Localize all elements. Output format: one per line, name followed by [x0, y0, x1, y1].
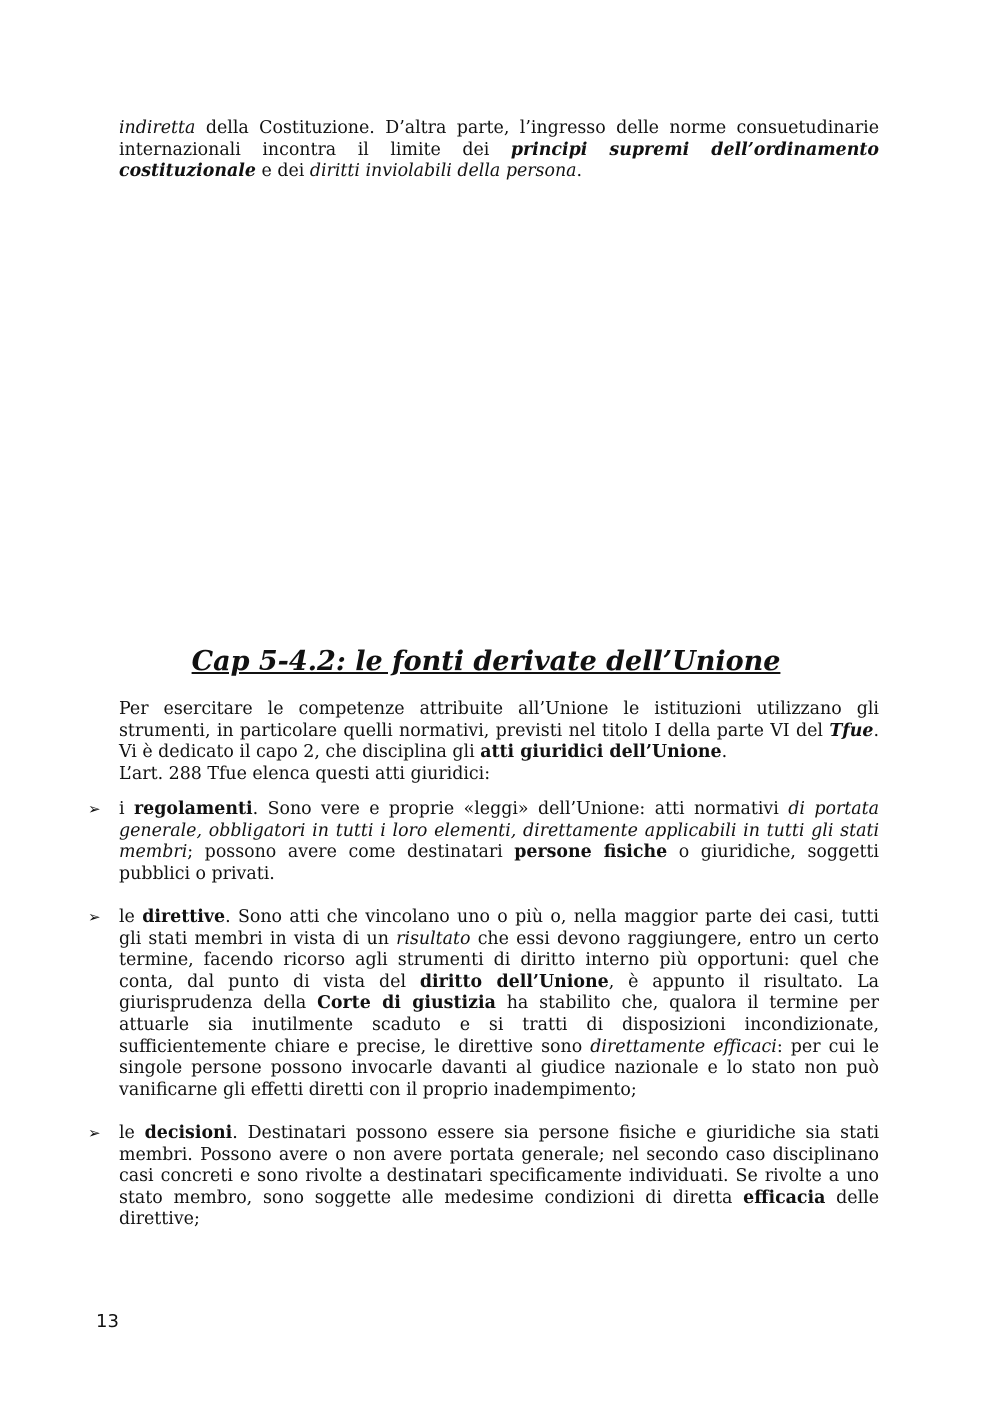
body-text: : per cui le singole persone possono invocarle davanti al giudice nazionale e lo stato non può vanificarne gli effetti diretti con il proprio inadempimento;	[119, 1036, 879, 1100]
arrow-bullet-icon: ➢	[88, 908, 101, 926]
body-text: che essi devono raggiungere, entro un certo termine, facendo ricorso agli strumenti di diritto interno più opportuni: quel che conta, dal punto di vista del	[119, 928, 879, 992]
emphasis-text: diritti inviolabili della persona	[309, 161, 577, 182]
body-text: e dei	[255, 161, 310, 182]
strong-emphasis-text: Tfue	[829, 720, 874, 741]
body-text: i	[119, 799, 134, 819]
body-text: , è appunto il risultato. La giurisprudenza della	[119, 971, 879, 1014]
emphasis-text: direttamente efficaci	[590, 1036, 777, 1057]
page-number: 13	[96, 1311, 119, 1332]
body-text: delle direttive;	[119, 1187, 879, 1230]
bold-text: efficacia	[743, 1187, 826, 1208]
body-text: . Destinatari possono essere sia persone fisiche e giuridiche sia stati membri. Possono avere o non avere portata generale; nel secondo caso disciplinano casi concreti e sono rivolte a destinatari specificamente individuati. Se rivolte a uno stato membro, sono soggette alle medesime condizioni di diretta	[119, 1123, 880, 1208]
section-heading: Cap 5-4.2: le fonti derivate dell’Unione	[191, 646, 781, 677]
body-text: Per esercitare le competenze attribuite all’Unione le istituzioni utilizzano gli strumenti, in particolare quelli normativi, previsti nel titolo I della parte VI del	[119, 699, 879, 741]
body-text: .	[721, 742, 728, 763]
bold-text: direttive	[142, 907, 226, 927]
body-text: ha stabilito che, qualora il termine per attuarle sia inutilmente scaduto e si tratti di disposizioni incondizionate, sufficientemente chiare e precise, le direttive sono	[119, 993, 879, 1057]
list-item-text	[119, 907, 879, 1101]
strong-emphasis-text: principi supremi dell’ordinamento costituzionale	[119, 139, 879, 182]
bold-text: persone fisiche	[514, 842, 668, 863]
emphasis-text: risultato	[396, 928, 471, 949]
list-item-text	[119, 799, 879, 885]
body-text: o giuridiche, soggetti pubblici o privati.	[119, 842, 879, 884]
emphasis-text: indiretta	[119, 118, 196, 138]
bold-text: diritto dell’Unione	[419, 971, 609, 992]
emphasis-text: di portata generale, obbligatori in tutti i loro elementi, direttamente applicabili in tutti gli stati membri	[119, 799, 880, 863]
bold-text: decisioni	[144, 1123, 233, 1143]
bold-text: regolamenti	[134, 799, 253, 819]
body-text: . Vi è dedicato il capo 2, che disciplina gli	[119, 720, 879, 763]
body-text: . Sono vere e proprie «leggi» dell’Unione: atti normativi	[252, 799, 789, 819]
body-text: L’art. 288 Tfue elenca questi atti giuridici:	[119, 763, 491, 784]
body-text: .	[576, 161, 583, 182]
body-text: della Costituzione. D’altra parte, l’ingresso delle norme consuetudinarie internazionali incontra il limite dei	[119, 118, 879, 160]
bold-text: atti giuridici dell’Unione	[480, 742, 722, 763]
body-text: le	[119, 907, 143, 927]
body-text: le	[119, 1123, 145, 1143]
intro-paragraph	[119, 118, 879, 183]
body-text: ; possono avere come destinatari	[187, 842, 515, 863]
arrow-bullet-icon: ➢	[88, 800, 101, 818]
body-text: . Sono atti che vincolano uno o più o, nella maggior parte dei casi, tutti gli stati membri in vista di un	[119, 907, 879, 949]
arrow-bullet-icon: ➢	[88, 1124, 101, 1142]
list-item-text	[119, 1123, 879, 1231]
bold-text: Corte di giustizia	[317, 993, 496, 1014]
lead-paragraph	[119, 699, 879, 785]
